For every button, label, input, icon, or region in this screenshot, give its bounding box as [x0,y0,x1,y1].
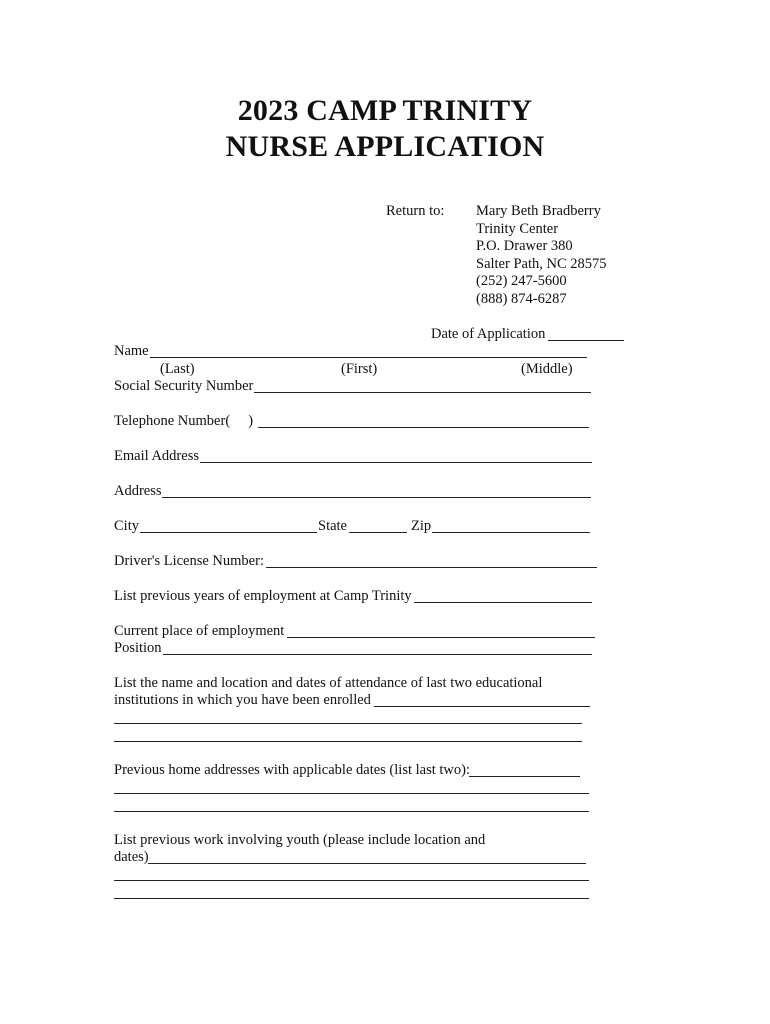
youth-work-label-continued: dates) [114,849,149,865]
drivers-license-label: Driver's License Number: [114,553,264,569]
date-of-application-label: Date of Application [431,326,546,342]
ssn-label: Social Security Number [114,378,254,394]
youth-work-line[interactable] [114,898,589,899]
state-line[interactable] [349,532,407,533]
telephone-line[interactable] [258,427,589,428]
current-employment-line[interactable] [287,637,595,638]
email-line[interactable] [200,462,592,463]
name-label: Name [114,343,149,359]
address-line[interactable] [162,497,591,498]
return-address-line: (888) 874-6287 [476,291,567,307]
previous-addresses-label: Previous home addresses with applicable dates (list last two): [114,762,470,778]
position-label: Position [114,640,162,656]
return-to-label: Return to: [386,203,445,219]
return-address-line: Trinity Center [476,221,559,237]
name-first-caption: (First) [341,361,378,377]
zip-label: Zip [411,518,432,534]
return-address-line: P.O. Drawer 380 [476,238,573,254]
address-label: Address [114,483,162,499]
return-address-line: Salter Path, NC 28575 [476,256,607,272]
youth-work-label: List previous work involving youth (please include location and [114,832,486,848]
city-label: City [114,518,139,534]
name-last-caption: (Last) [160,361,195,377]
education-label-continued: institutions in which you have been enrolled [114,692,371,708]
email-label: Email Address [114,448,199,464]
position-line[interactable] [163,654,592,655]
education-line[interactable] [114,741,582,742]
previous-years-label: List previous years of employment at Camp Trinity [114,588,412,604]
telephone-label: Telephone Number( ) [114,413,254,429]
city-line[interactable] [140,532,317,533]
state-label: State [318,518,347,534]
drivers-license-line[interactable] [266,567,597,568]
name-middle-caption: (Middle) [521,361,573,377]
name-line[interactable] [150,357,587,358]
return-address-line: Mary Beth Bradberry [476,203,601,219]
zip-line[interactable] [432,532,590,533]
ssn-line[interactable] [254,392,591,393]
education-line[interactable] [114,723,582,724]
previous-addresses-line[interactable] [469,776,580,777]
form-title-line1: 2023 CAMP TRINITY [237,94,533,127]
form-title-line2: NURSE APPLICATION [225,130,545,163]
date-of-application-line[interactable] [548,340,624,341]
youth-work-line[interactable] [148,863,586,864]
education-label: List the name and location and dates of attendance of last two educational [114,675,543,691]
previous-addresses-line[interactable] [114,811,589,812]
current-employment-label: Current place of employment [114,623,285,639]
previous-years-line[interactable] [414,602,592,603]
education-line[interactable] [374,706,590,707]
previous-addresses-line[interactable] [114,793,589,794]
youth-work-line[interactable] [114,880,589,881]
return-address-line: (252) 247-5600 [476,273,567,289]
